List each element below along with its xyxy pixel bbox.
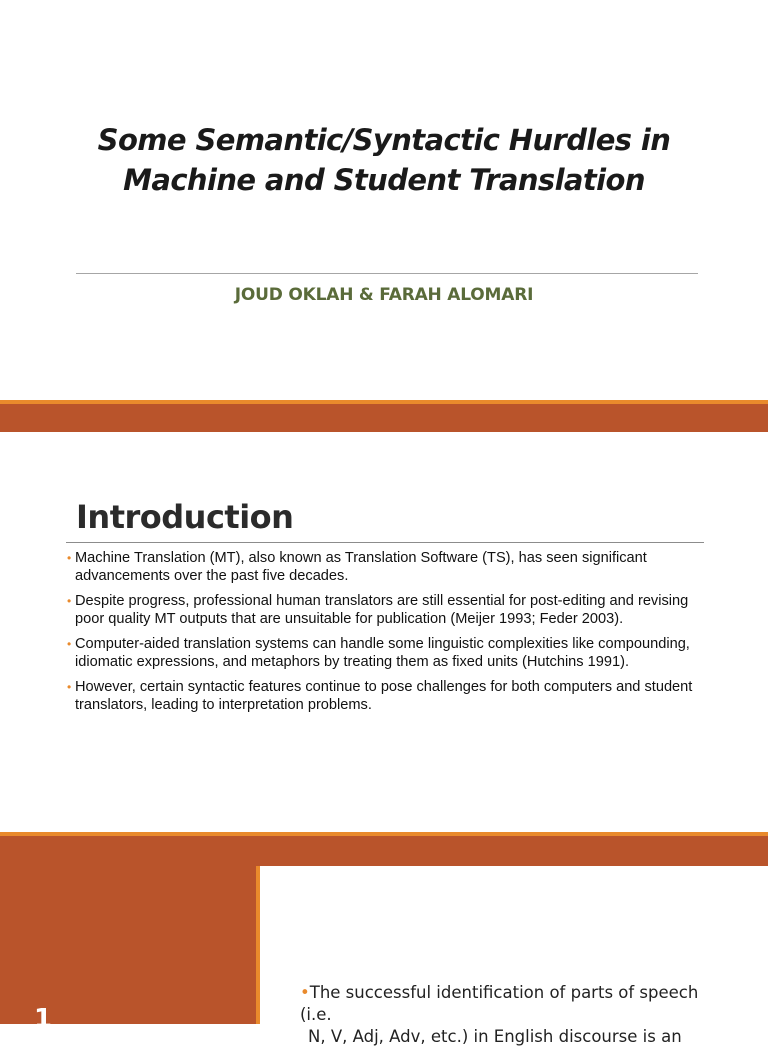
- body-line: N, V, Adj, Adv, etc.) in English discourse is an: [308, 1027, 682, 1046]
- side-panel-accent: [256, 866, 260, 1024]
- slide-number: 1: [34, 1004, 53, 1034]
- slide-body-text: [300, 982, 730, 1048]
- slide-separator-accent: [0, 400, 768, 404]
- bullet-dot-icon: •: [300, 983, 310, 1002]
- slide-side-panel: [0, 866, 256, 1024]
- list-item: [66, 679, 706, 714]
- title-divider: [76, 273, 698, 274]
- list-item: [66, 636, 706, 671]
- slide-separator-band: [0, 400, 768, 432]
- title-slide: [0, 0, 768, 400]
- bullet-dot-icon: •: [67, 637, 72, 651]
- bullet-dot-icon: •: [67, 551, 72, 565]
- intro-heading: Introduction: [76, 498, 294, 536]
- bullet-text: However, certain syntactic features continue to pose challenges for both computers and student translators, leading to interpretation problems.: [75, 679, 693, 713]
- intro-bullet-list: [66, 550, 706, 722]
- bullet-text: Despite progress, professional human translators are still essential for post-editing and revising poor quality MT outputs that are unsuitable for publication (Meijer 1993; Feder 2003).: [75, 593, 689, 627]
- list-item: [66, 593, 706, 628]
- slide-separator-accent: [0, 832, 768, 836]
- bullet-text: Computer-aided translation systems can handle some linguistic complexities like compounding, idiomatic expressions, and metaphors by treating them as fixed units (Hutchins 1991).: [75, 636, 690, 670]
- authors-line: JOUD OKLAH & FARAH ALOMARI: [234, 285, 534, 305]
- list-item: [66, 550, 706, 585]
- bullet-dot-icon: •: [67, 594, 72, 608]
- slide-separator-band: [0, 832, 768, 866]
- bullet-dot-icon: •: [67, 680, 72, 694]
- bullet-text: Machine Translation (MT), also known as Translation Software (TS), has seen significant advancements over the past five decades.: [75, 550, 647, 584]
- intro-divider: [66, 542, 704, 543]
- body-line: The successful identification of parts of speech (i.e.: [300, 983, 699, 1024]
- slide-title: Some Semantic/Syntactic Hurdles in Machine and Student Translation: [97, 123, 671, 197]
